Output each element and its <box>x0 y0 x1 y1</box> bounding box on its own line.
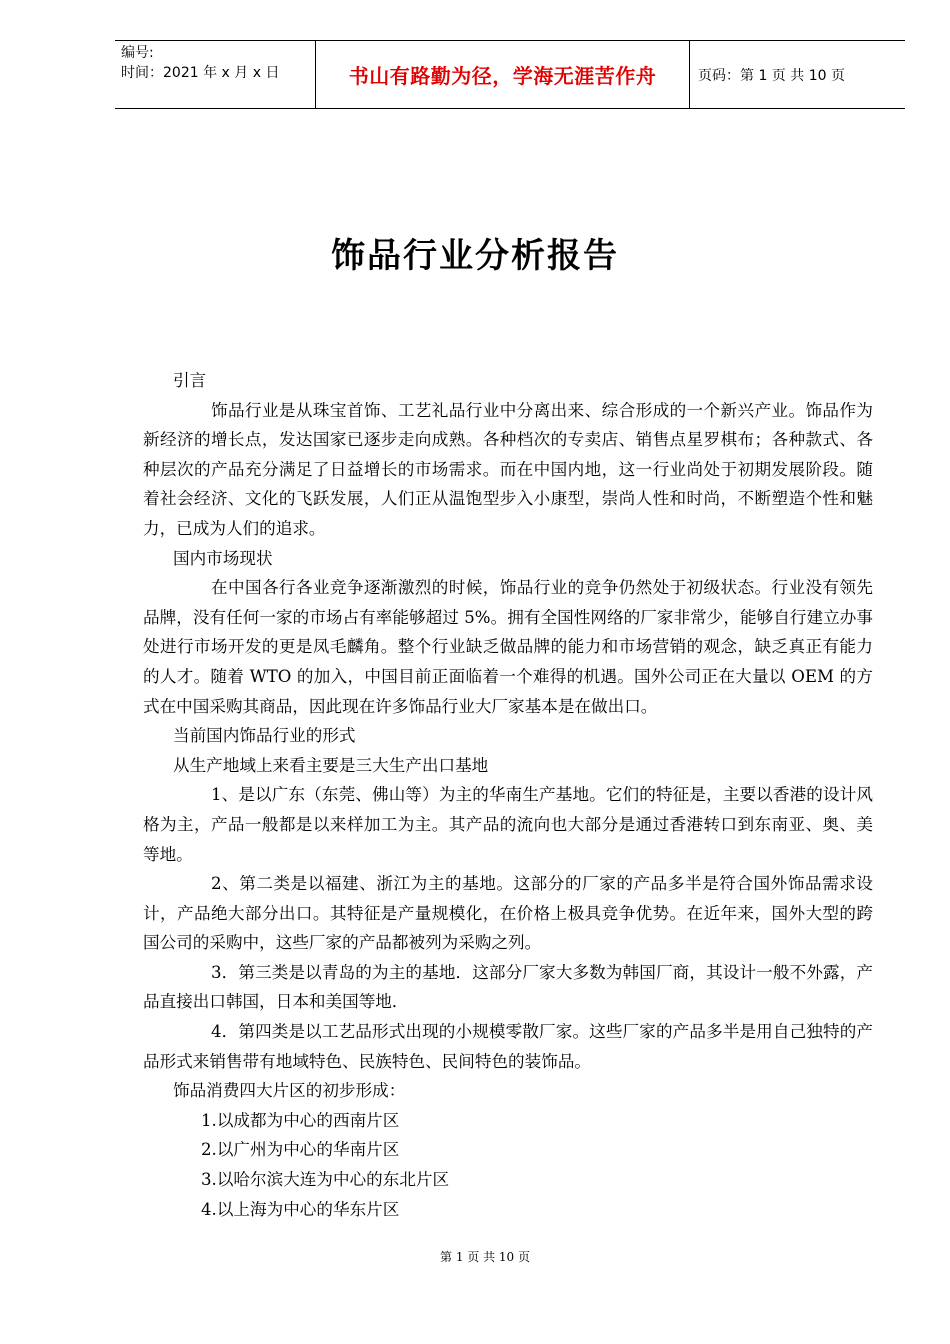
market-heading: 国内市场现状 <box>173 548 273 568</box>
region-item: 3.以哈尔滨大连为中心的东北片区 <box>201 1170 450 1190</box>
region-item: 2.以广州为中心的华南片区 <box>201 1140 400 1160</box>
header-page-cell <box>690 41 905 108</box>
base-paragraph-2: 2、第二类是以福建、浙江为主的基地。这部分的厂家的产品多半是符合国外饰品需求设计，产品绝大部分出口。其特征是产量规模化，在价格上极具竞争优势。在近年来，国外大型的跨国公司的采购中，这些厂家的产品都被列为采购之列。 <box>143 874 873 953</box>
page-info: 页码：第 1 页 共 10 页 <box>698 67 845 84</box>
motto-text: 书山有路勤为径，学海无涯苦作舟 <box>348 64 657 88</box>
number-label: 编号: <box>121 45 154 61</box>
market-paragraph: 在中国各行各业竞争逐渐激烈的时候，饰品行业的竞争仍然处于初级状态。行业没有领先品牌，没有任何一家的市场占有率能够超过 5%。拥有全国性网络的厂家非常少，能够自行建立办事处进行市场开发的更是凤毛麟角。整个行业缺乏做品牌的能力和市场营销的观念，缺乏真正有能力的人才。随着 WTO 的加入，中国目前正面临着一个难得的机遇。国外公司正在大量以 OEM 的方式在中国采购其商品，因此现在许多饰品行业大厂家基本是在做出口。 <box>143 578 873 716</box>
header-meta-cell <box>115 41 316 108</box>
page-footer: 第 1 页 共 10 页 <box>440 1250 530 1264</box>
base-paragraph-1: 1、是以广东（东莞、佛山等）为主的华南生产基地。它们的特征是，主要以香港的设计风格为主，产品一般都是以来样加工为主。其产品的流向也大部分是通过香港转口到东南亚、奥、美等地。 <box>143 785 873 864</box>
regions-heading: 饰品消费四大片区的初步形成： <box>173 1081 406 1101</box>
base-paragraph-3: 3．第三类是以青岛的为主的基地．这部分厂家大多数为韩国厂商，其设计一般不外露，产品直接出口韩国，日本和美国等地． <box>143 962 873 1012</box>
document-body <box>143 366 873 1224</box>
region-item: 4.以上海为中心的华东片区 <box>201 1199 400 1219</box>
header-motto-cell <box>316 41 690 108</box>
bases-heading: 从生产地域上来看主要是三大生产出口基地 <box>173 755 489 775</box>
intro-paragraph: 饰品行业是从珠宝首饰、工艺礼品行业中分离出来、综合形成的一个新兴产业。饰品作为新经济的增长点，发达国家已逐步走向成熟。各种档次的专卖店、销售点星罗棋布；各种款式、各种层次的产品充分满足了日益增长的市场需求。而在中国内地，这一行业尚处于初期发展阶段。随着社会经济、文化的飞跃发展，人们正从温饱型步入小康型，崇尚人性和时尚，不断塑造个性和魅力，已成为人们的追求。 <box>143 400 873 538</box>
form-heading: 当前国内饰品行业的形式 <box>173 726 356 746</box>
region-item: 1.以成都为中心的西南片区 <box>201 1110 400 1130</box>
base-paragraph-4: 4．第四类是以工艺品形式出现的小规模零散厂家。这些厂家的产品多半是用自己独特的产品形式来销售带有地域特色、民族特色、民间特色的装饰品。 <box>143 1022 873 1071</box>
time-label: 时间：2021 年 x 月 x 日 <box>121 65 280 81</box>
intro-heading: 引言 <box>173 371 207 390</box>
page-header <box>115 40 905 109</box>
document-title: 饰品行业分析报告 <box>331 236 619 276</box>
